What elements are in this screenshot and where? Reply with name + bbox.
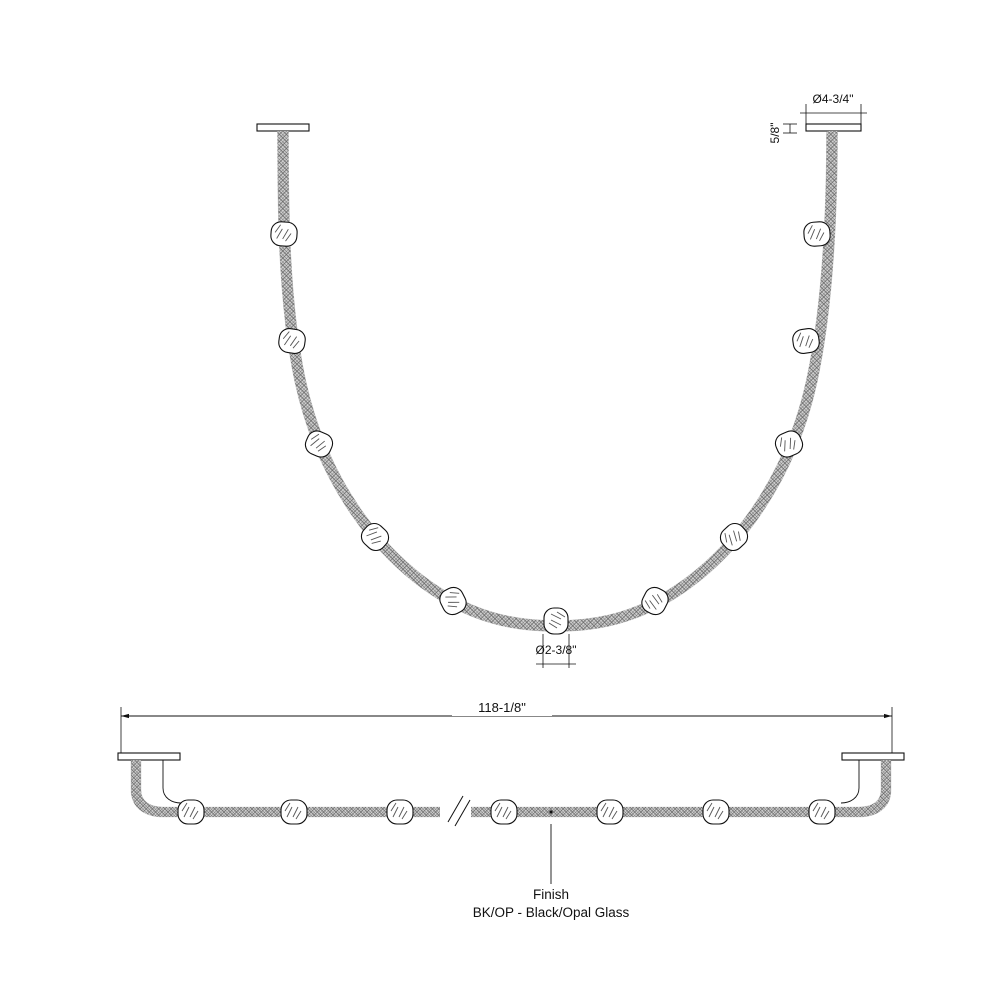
cable-left-segment [283,131,556,626]
canopy-left [257,124,309,131]
node-diameter-label: Ø2-3/8" [535,643,577,657]
node-module [270,221,831,634]
cable-right-outline [556,131,832,626]
break-symbol [443,796,471,826]
canopy-detail-dimension [768,92,867,143]
canopy-height-label: 5/8" [768,122,782,144]
finish-callout-value: BK/OP - Black/Opal Glass [472,905,630,920]
finish-callout-label: Finish [532,887,570,902]
front-elevation-view [257,124,861,668]
plan-view [118,753,904,826]
canopy-right [806,124,861,131]
plan-canopy-left [118,753,180,760]
finish-callout [473,810,630,920]
cable-left-outline [283,131,556,626]
overall-length-label: 118-1/8" [478,700,526,715]
node-diameter-dimension [536,634,577,668]
cable-right-segment [556,131,832,626]
canopy-diameter-label: Ø4-3/4" [812,92,854,106]
overall-length-dimension [121,700,892,760]
plan-hook-left [163,760,181,803]
plan-canopy-right [842,753,904,760]
plan-hook-right [841,760,859,803]
